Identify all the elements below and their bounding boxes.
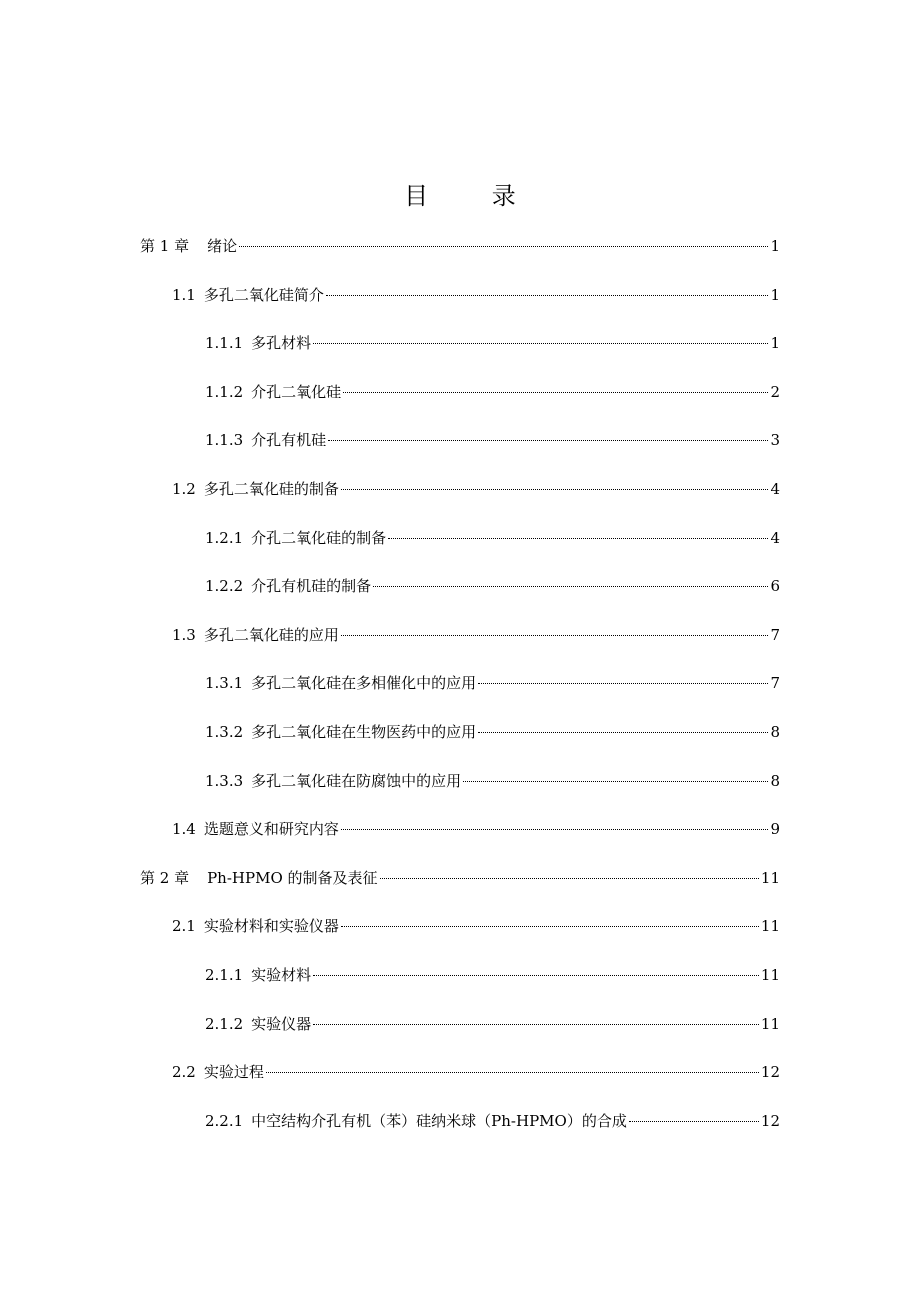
toc-entry-number: 2.1.2: [205, 1014, 244, 1033]
toc-entry-number: 1.2.1: [205, 528, 244, 547]
toc-dot-leader: [380, 878, 759, 879]
toc-entry-page-number: 4: [770, 480, 780, 498]
toc-dot-leader: [388, 538, 768, 539]
toc-entry-label: 实验材料: [251, 966, 312, 984]
toc-entry-label: Ph-HPMO 的制备及表征: [207, 868, 378, 887]
toc-entry-label: 多孔二氧化硅在生物医药中的应用: [251, 723, 477, 741]
toc-entry-number: 第 1 章: [140, 237, 190, 255]
toc-entry-page-number: 8: [770, 771, 780, 790]
toc-entry-number: 1.1: [172, 285, 196, 304]
toc-entry-number: 1.3.2: [205, 723, 244, 741]
toc-entry-page-number: 11: [760, 917, 780, 936]
toc-entry-page-number: 12: [760, 1063, 780, 1082]
toc-entry-label: 多孔二氧化硅在多相催化中的应用: [251, 674, 477, 693]
toc-entry[interactable]: [140, 232, 780, 260]
toc-entry-page-number: 1: [770, 237, 780, 255]
toc-entry[interactable]: [205, 378, 780, 406]
toc-entry-number: 2.2.1: [205, 1111, 244, 1130]
toc-entry[interactable]: [172, 815, 780, 843]
toc-entry-page-number: 7: [770, 674, 780, 693]
toc-entry[interactable]: [172, 475, 780, 503]
toc-entry[interactable]: [172, 912, 780, 940]
toc-entry-number: 1.3.3: [205, 771, 244, 790]
toc-entry[interactable]: [205, 1010, 780, 1038]
toc-entry-label: 多孔二氧化硅简介: [203, 285, 324, 304]
toc-entry-number: 1.4: [172, 820, 196, 839]
toc-entry-number: 1.1.3: [205, 431, 244, 450]
toc-dot-leader: [239, 246, 768, 247]
toc-dot-leader: [313, 343, 768, 344]
toc-entry[interactable]: [205, 426, 780, 454]
toc-dot-leader: [478, 732, 768, 733]
toc-dot-leader: [341, 635, 769, 636]
toc-entry-label: 实验仪器: [251, 1014, 312, 1033]
toc-entry-label: 多孔二氧化硅在防腐蚀中的应用: [251, 771, 462, 790]
toc-entry-label: 绪论: [207, 237, 238, 255]
toc-entry[interactable]: [205, 329, 780, 357]
toc-entry-page-number: 9: [770, 820, 780, 839]
toc-title: 目 录: [404, 182, 544, 210]
toc-dot-leader: [341, 489, 769, 490]
toc-entry-number: 1.3.1: [205, 674, 244, 693]
toc-entry-page-number: 3: [770, 431, 780, 450]
toc-entry[interactable]: [172, 281, 780, 309]
toc-entry-number: 1.3: [172, 625, 196, 644]
toc-entry-number: 1.1.2: [205, 382, 244, 401]
toc-entry-number: 2.1.1: [205, 966, 244, 984]
toc-entry[interactable]: [205, 767, 780, 795]
toc-entry-page-number: 11: [760, 966, 780, 984]
toc-entry-label: 实验过程: [203, 1063, 264, 1082]
toc-entry-number: 2.2: [172, 1063, 196, 1082]
toc-entry-number: 第 2 章: [140, 868, 190, 887]
toc-dot-leader: [343, 392, 768, 393]
toc-entry-page-number: 8: [770, 723, 780, 741]
toc-entry[interactable]: [205, 718, 780, 746]
toc-entry-number: 1.1.1: [205, 334, 244, 353]
toc-entry-label: 中空结构介孔有机（苯）硅纳米球（Ph-HPMO）的合成: [251, 1111, 627, 1130]
toc-entry-label: 介孔二氧化硅: [251, 382, 342, 401]
toc-dot-leader: [478, 683, 768, 684]
toc-entry-label: 介孔有机硅: [251, 431, 327, 450]
toc-entry-label: 介孔二氧化硅的制备: [251, 528, 387, 547]
toc-dot-leader: [629, 1121, 759, 1122]
toc-entry-page-number: 1: [770, 334, 780, 353]
toc-entry[interactable]: [172, 1058, 780, 1086]
toc-dot-leader: [373, 586, 768, 587]
toc-entry-number: 2.1: [172, 917, 196, 936]
toc-dot-leader: [266, 1072, 759, 1073]
toc-entry[interactable]: [205, 669, 780, 697]
toc-entry-page-number: 2: [770, 382, 780, 401]
toc-entry-page-number: 11: [760, 868, 780, 887]
toc-entry-page-number: 12: [760, 1111, 780, 1130]
toc-entry-page-number: 1: [770, 285, 780, 304]
toc-dot-leader: [328, 440, 768, 441]
toc-entry-number: 1.2.2: [205, 577, 244, 596]
toc-entry-number: 1.2: [172, 480, 196, 498]
toc-entry-label: 选题意义和研究内容: [203, 820, 339, 839]
toc-entry[interactable]: [172, 621, 780, 649]
toc-entry-page-number: 6: [770, 577, 780, 596]
toc-entry-label: 多孔二氧化硅的应用: [203, 625, 339, 644]
toc-entry-page-number: 4: [770, 528, 780, 547]
toc-dot-leader: [326, 295, 769, 296]
toc-entry-label: 实验材料和实验仪器: [203, 917, 339, 936]
toc-dot-leader: [341, 829, 769, 830]
toc-entry-page-number: 7: [770, 625, 780, 644]
toc-dot-leader: [313, 975, 759, 976]
toc-dot-leader: [313, 1024, 759, 1025]
toc-entry[interactable]: [205, 1107, 780, 1135]
toc-entry[interactable]: [205, 524, 780, 552]
toc-dot-leader: [341, 926, 759, 927]
toc-entry[interactable]: [205, 572, 780, 600]
toc-entry[interactable]: [205, 961, 780, 989]
toc-entry-label: 介孔有机硅的制备: [251, 577, 372, 596]
toc-entry-page-number: 11: [760, 1014, 780, 1033]
toc-dot-leader: [463, 781, 768, 782]
toc-entry[interactable]: [140, 864, 780, 892]
toc-entry-label: 多孔材料: [251, 334, 312, 353]
toc-entry-label: 多孔二氧化硅的制备: [203, 480, 339, 498]
